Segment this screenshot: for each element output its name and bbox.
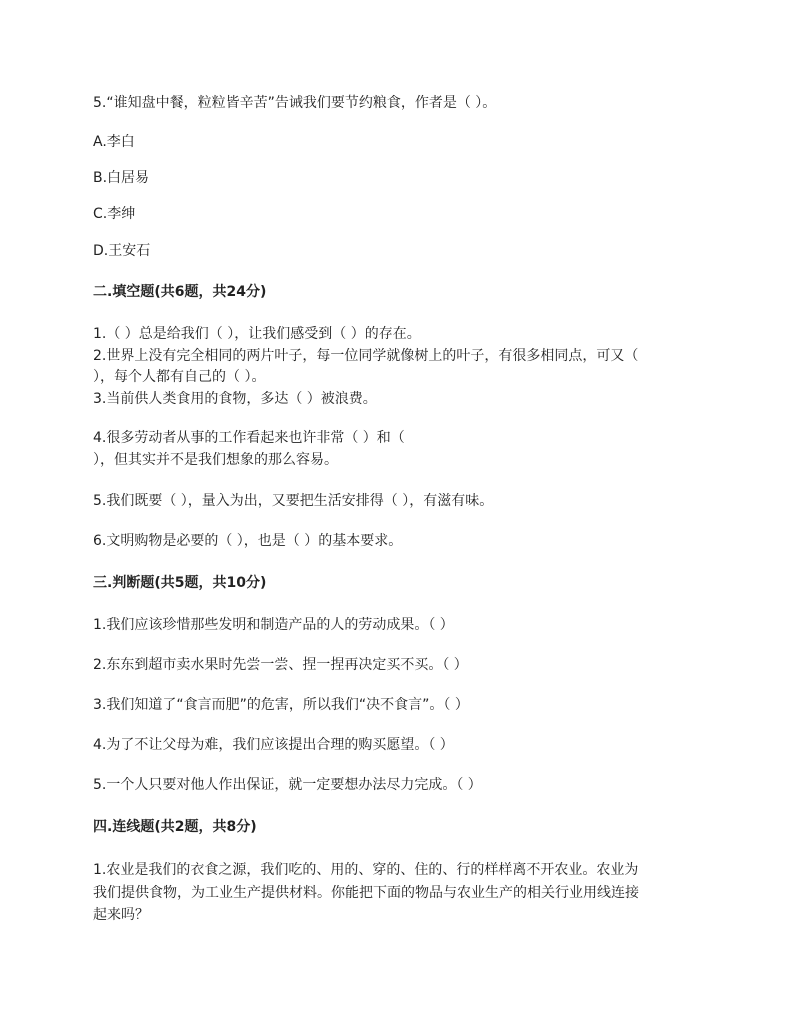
section-heading-fill-blank: 二.填空题(共6题，共24分) — [93, 284, 267, 300]
fill-blank-line: ），但其实并不是我们想象的那么容易。 — [93, 452, 338, 468]
option-b: B.白居易 — [93, 170, 150, 186]
fill-blank-line: 1.（ ）总是给我们（ ），让我们感受到（ ）的存在。 — [93, 326, 421, 342]
fill-blank-line: 4.很多劳动者从事的工作看起来也许非常（ ）和（ — [93, 430, 405, 446]
true-false-item: 3.我们知道了“食言而肥”的危害，所以我们“决不食言”。（ ） — [93, 697, 469, 713]
matching-question-line: 我们提供食物，为工业生产提供材料。你能把下面的物品与农业生产的相关行业用线连接 — [93, 885, 639, 901]
option-a: A.李白 — [93, 134, 135, 150]
true-false-item: 4.为了不让父母为难，我们应该提出合理的购买愿望。（ ） — [93, 737, 454, 753]
true-false-item: 2.东东到超市卖水果时先尝一尝、捏一捏再决定买不买。（ ） — [93, 657, 468, 673]
section-heading-true-false: 三.判断题(共5题，共10分) — [93, 575, 267, 591]
fill-blank-line: 6.文明购物是必要的（ ），也是（ ）的基本要求。 — [93, 533, 403, 549]
option-c: C.李绅 — [93, 206, 136, 222]
fill-blank-line: ），每个人都有自己的（ ）。 — [93, 369, 266, 385]
true-false-item: 5.一个人只要对他人作出保证，就一定要想办法尽力完成。（ ） — [93, 777, 482, 793]
matching-question-line: 起来吗？ — [93, 907, 149, 923]
fill-blank-line: 3.当前供人类食用的食物，多达（ ）被浪费。 — [93, 391, 377, 407]
option-d: D.王安石 — [93, 243, 151, 259]
question-5-text: 5.“谁知盘中餐，粒粒皆辛苦”告诫我们要节约粮食，作者是（ ）。 — [93, 95, 497, 111]
true-false-item: 1.我们应该珍惜那些发明和制造产品的人的劳动成果。（ ） — [93, 617, 454, 633]
fill-blank-line: 2.世界上没有完全相同的两片叶子，每一位同学就像树上的叶子，有很多相同点，可又（ — [93, 348, 639, 364]
fill-blank-line: 5.我们既要（ ），量入为出，又要把生活安排得（ ），有滋有味。 — [93, 493, 494, 509]
section-heading-matching: 四.连线题(共2题，共8分) — [93, 819, 257, 835]
matching-question-line: 1.农业是我们的衣食之源，我们吃的、用的、穿的、住的、行的样样离不开农业。农业为 — [93, 862, 639, 878]
